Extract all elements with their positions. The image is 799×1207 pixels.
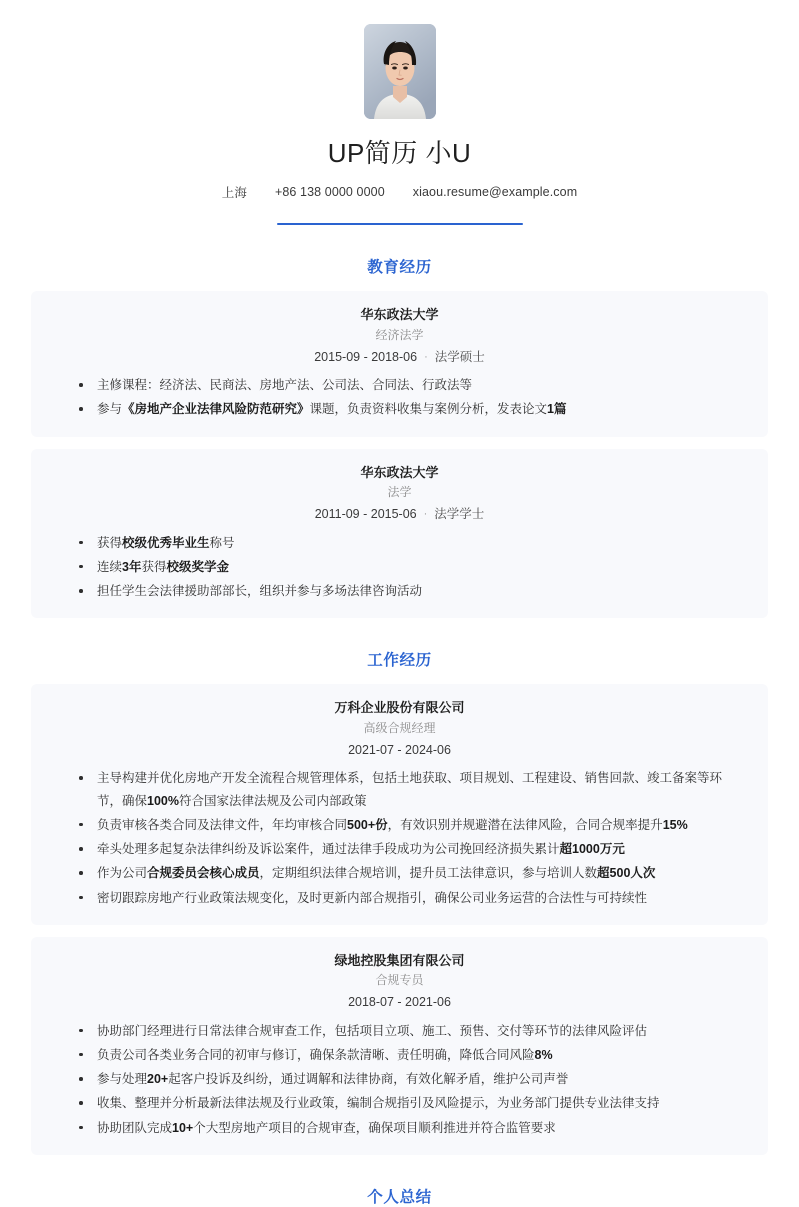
section-title: 教育经历	[367, 259, 432, 277]
entry-header	[31, 951, 768, 1014]
bullet-text: 称号	[209, 535, 235, 550]
entry-header	[31, 305, 768, 368]
bullet-emphasis: 合规委员会核心成员	[147, 866, 260, 881]
bullet-list	[31, 767, 768, 909]
bullet-text: 符合国家法律法规及公司内部政策	[179, 793, 367, 808]
bullet-item	[31, 532, 742, 554]
bullet-text: 负责公司各类业务合同的初审与修订，确保条款清晰、责任明确，降低合同风险	[97, 1047, 535, 1062]
bullet-emphasis: 校级奖学金	[166, 559, 229, 574]
bullet-emphasis: 20+	[147, 1072, 169, 1087]
experience-card	[31, 684, 768, 924]
bullet-emphasis: 超500人次	[597, 866, 656, 881]
date-range: 2011-09 - 2015-06	[314, 507, 417, 522]
bullet-emphasis: 500+份	[347, 817, 388, 832]
meta-separator: ·	[423, 508, 428, 521]
bullet-item	[31, 398, 742, 420]
bullet-item	[31, 767, 742, 812]
role-title: 合规专员	[375, 973, 424, 988]
experience-card	[31, 291, 768, 436]
organization-name: 万科企业股份有限公司	[334, 700, 465, 716]
resume-header	[0, 0, 799, 225]
bullet-text: 协助部门经理进行日常法律合规审查工作，包括项目立项、施工、预售、交付等环节的法律风险评估	[97, 1023, 648, 1038]
bullet-text: 获得	[141, 559, 167, 574]
contact-email: xiaou.resume@example.com	[412, 185, 578, 200]
bullet-text: 负责审核各类合同及法律文件，年均审核合同	[97, 817, 348, 832]
bullet-item	[31, 1092, 742, 1114]
resume-sections	[0, 255, 799, 1207]
bullet-emphasis: 超1000万元	[559, 842, 625, 856]
header-divider	[277, 223, 523, 225]
bullet-text: 参与	[97, 402, 123, 417]
date-range: 2015-09 - 2018-06	[314, 349, 418, 364]
bullet-list	[31, 1020, 768, 1139]
entry-meta	[31, 504, 768, 525]
date-range: 2021-07 - 2024-06	[348, 743, 451, 757]
bullet-item	[31, 1117, 742, 1139]
bullet-item	[31, 374, 742, 396]
entry-header	[31, 463, 768, 526]
role-title: 高级合规经理	[363, 720, 436, 735]
bullet-list	[31, 532, 768, 603]
role-title: 经济法学	[375, 327, 424, 342]
bullet-item	[31, 1044, 742, 1066]
portrait-photo	[364, 24, 436, 119]
bullet-list	[31, 374, 768, 421]
experience-card	[31, 937, 768, 1155]
bullet-text: 密切跟踪房地产行业政策法规变化，及时更新内部合规指引，确保公司业务运营的合法性与可持续性	[97, 890, 648, 905]
entry-header	[31, 698, 768, 761]
page-title: UP简历 小U	[327, 138, 472, 168]
bullet-item	[31, 1020, 742, 1042]
bullet-text: 主导构建并优化房地产开发全流程合规管理体系，包括土地获取、项目规划、工程建设、销售回款、竣工备案等环节，确保	[97, 771, 723, 808]
bullet-emphasis: 1篇	[547, 402, 567, 417]
entry-meta	[31, 992, 768, 1013]
bullet-text: 起客户投诉及纠纷，通过调解和法律协商，有效化解矛盾，维护公司声誉	[168, 1072, 569, 1087]
bullet-text: 连续	[97, 559, 123, 574]
meta-separator: ·	[424, 350, 428, 363]
bullet-text: 牵头处理多起复杂法律纠纷及诉讼案件，通过法律手段成功为公司挽回经济损失累计	[97, 842, 560, 856]
bullet-item	[31, 862, 742, 884]
contact-row	[0, 183, 799, 201]
bullet-item	[31, 556, 742, 578]
organization-name: 华东政法大学	[360, 307, 439, 323]
date-range: 2018-07 - 2021-06	[348, 995, 451, 1010]
bullet-emphasis: 校级优秀毕业生	[122, 535, 210, 550]
bullet-item	[31, 814, 742, 836]
section-title: 个人总结	[367, 1188, 432, 1206]
bullet-text: 主修课程：经济法、民商法、房地产法、公司法、合同法、行政法等	[97, 378, 473, 393]
bullet-item	[31, 1068, 742, 1090]
bullet-text: 参与处理	[97, 1072, 148, 1087]
role-title: 法学	[387, 485, 412, 500]
entry-meta	[31, 740, 768, 761]
bullet-text: 获得	[97, 535, 123, 550]
bullet-text: 收集、整理并分析最新法律法规及行业政策，编制合规指引及风险提示，为业务部门提供专业法律支持	[97, 1096, 660, 1111]
bullet-emphasis: 《房地产企业法律风险防范研究》	[122, 402, 310, 417]
organization-name: 绿地控股集团有限公司	[334, 952, 465, 968]
bullet-text: ，定期组织法律合规培训，提升员工法律意识，参与培训人数	[259, 866, 598, 881]
bullet-text: 协助团队完成	[97, 1120, 173, 1135]
bullet-item	[31, 887, 742, 909]
bullet-text: 个大型房地产项目的合规审查，确保项目顺利推进并符合监管要求	[193, 1120, 556, 1135]
bullet-text: 担任学生会法律援助部部长，组织并参与多场法律咨询活动	[97, 584, 423, 599]
section-title: 工作经历	[367, 652, 432, 670]
experience-card	[31, 449, 768, 619]
bullet-text: ，有效识别并规避潜在法律风险，合同合规率提升	[387, 817, 663, 832]
bullet-emphasis: 10+	[172, 1120, 194, 1135]
contact-phone: +86 138 0000 0000	[274, 185, 385, 200]
bullet-emphasis: 15%	[662, 817, 688, 832]
bullet-item	[31, 838, 742, 860]
bullet-emphasis: 3年	[122, 559, 142, 574]
bullet-item	[31, 580, 742, 602]
contact-location: 上海	[221, 186, 247, 201]
entry-meta	[31, 347, 768, 368]
bullet-emphasis: 8%	[534, 1047, 553, 1062]
degree-label: 法学硕士	[434, 349, 485, 364]
bullet-emphasis: 100%	[147, 793, 179, 808]
organization-name: 华东政法大学	[360, 464, 439, 480]
bullet-text: 课题，负责资料收集与案例分析，发表论文	[309, 402, 548, 417]
bullet-text: 作为公司	[97, 866, 148, 881]
degree-label: 法学学士	[434, 507, 485, 522]
